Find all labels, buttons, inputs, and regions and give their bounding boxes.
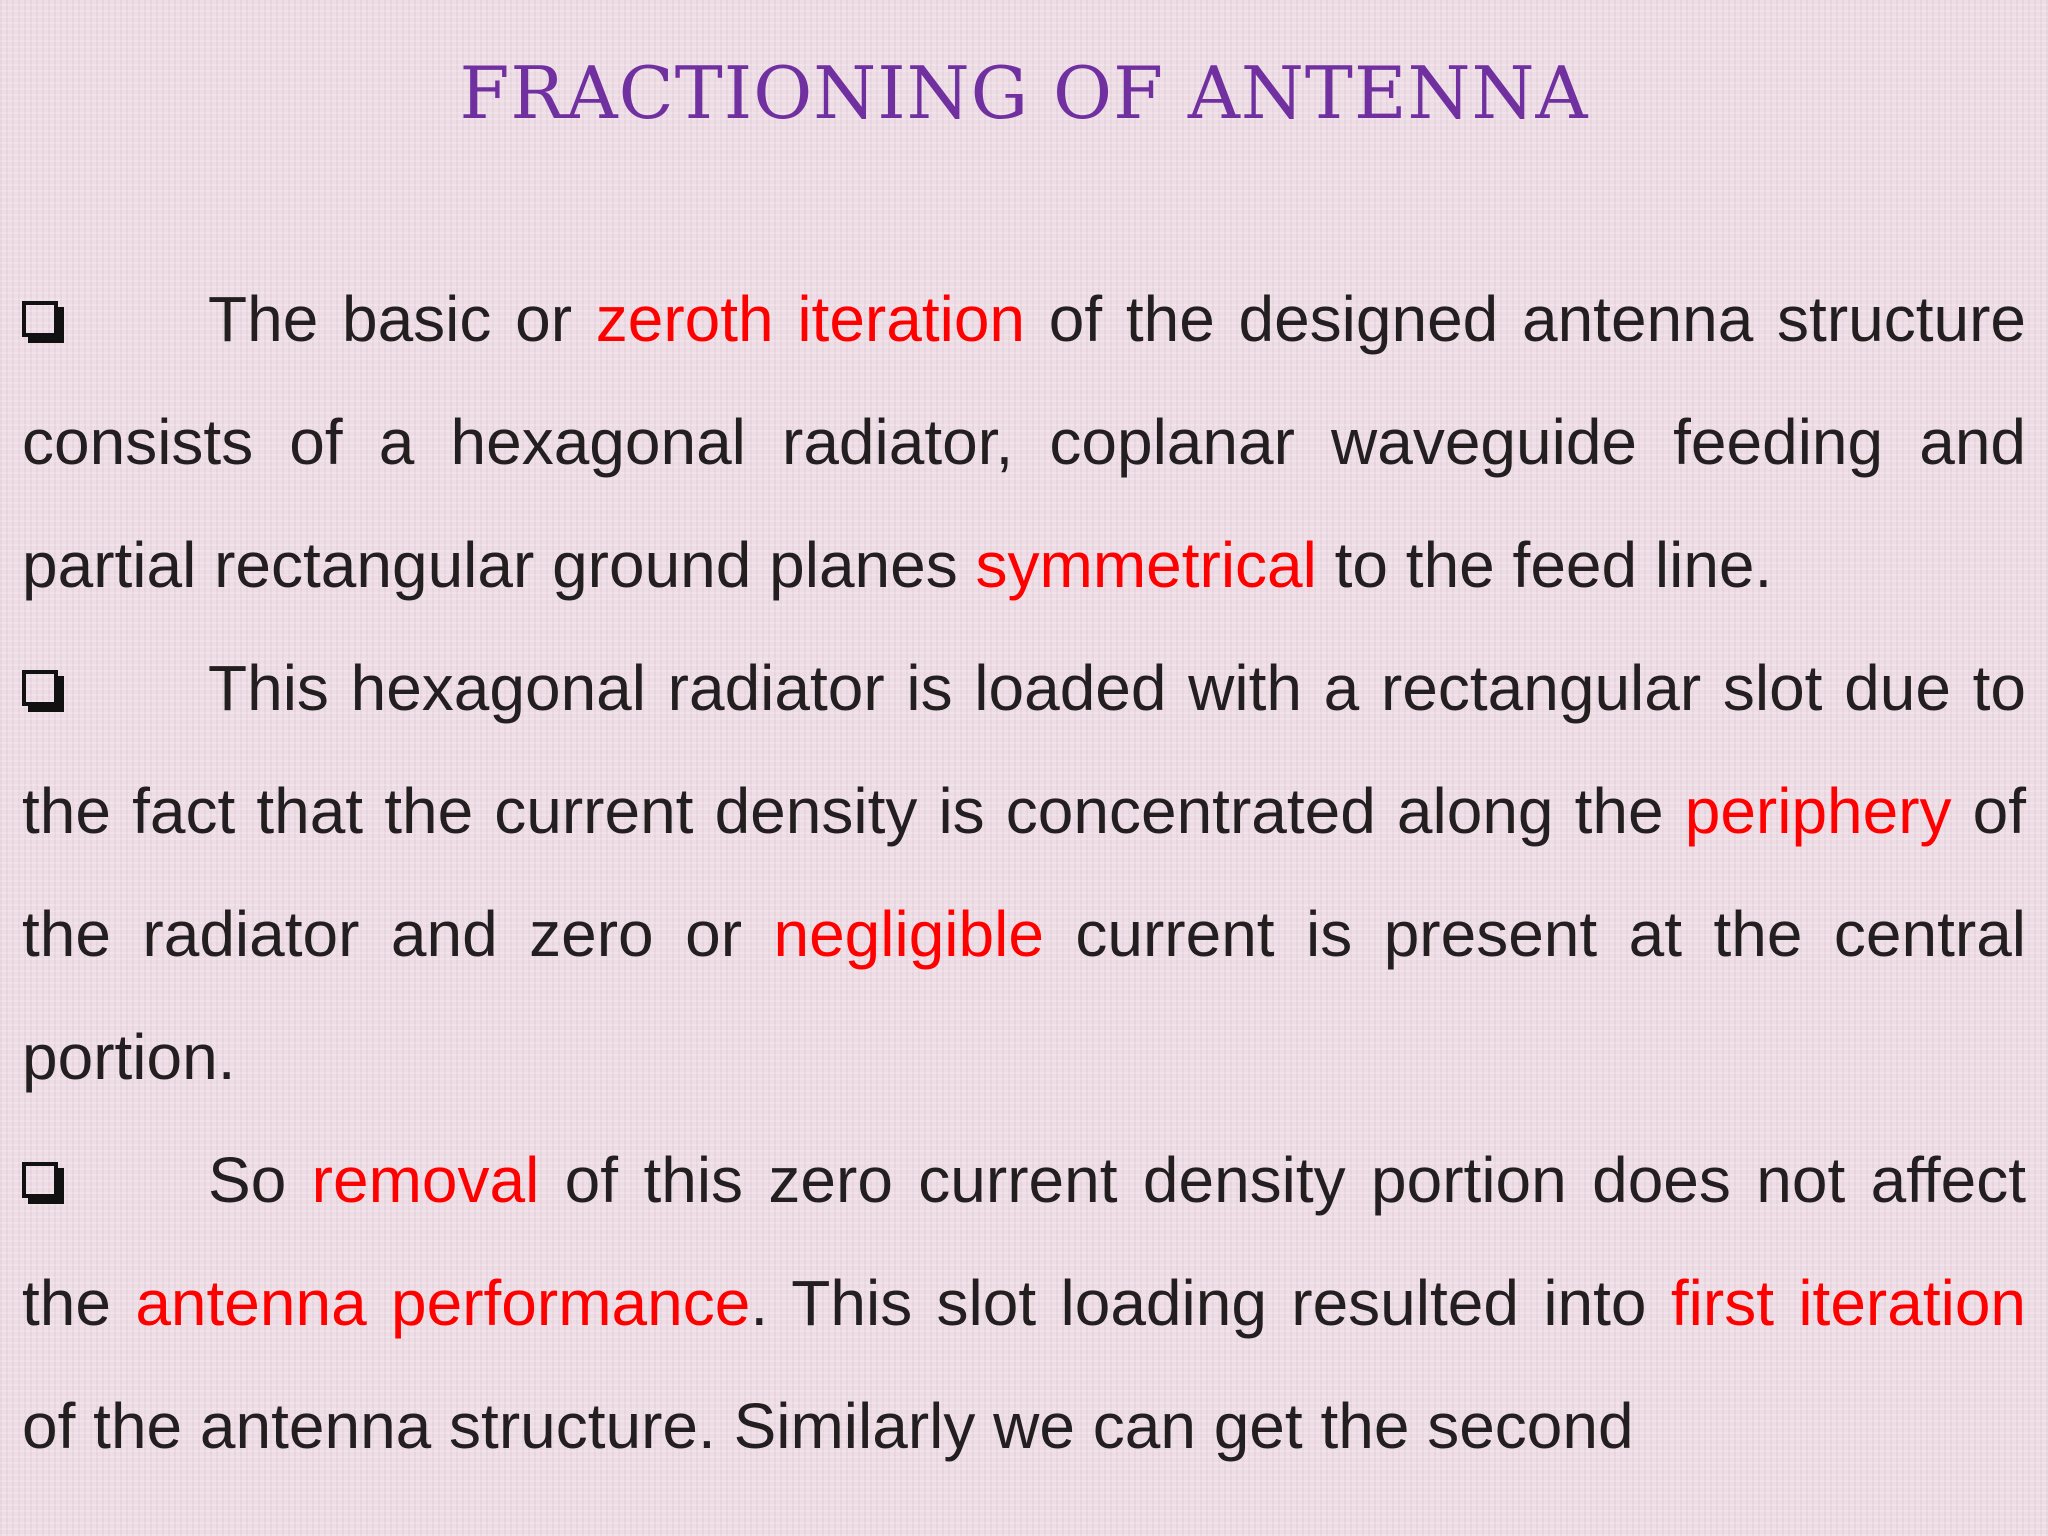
text-segment: This hexagonal radiator is loaded with a rectangular slot due to the fact that the current density is concentrated along the [22, 652, 2026, 847]
highlighted-term: negligible [773, 898, 1044, 970]
bullet-paragraph-2 [22, 627, 2026, 1119]
slide-title: FRACTIONING OF ANTENNA [459, 51, 1589, 135]
hollow-square-bullet-icon [22, 301, 58, 337]
text-segment: So [208, 1144, 312, 1216]
text-segment: of this zero current density portion does not affect the [22, 1144, 2027, 1339]
bullet-paragraph-1 [22, 258, 2026, 627]
text-segment: of the radiator and zero or [22, 775, 2027, 970]
hollow-square-bullet-icon [22, 1162, 58, 1198]
highlighted-term: first iteration [1670, 1267, 2027, 1339]
highlighted-term: zeroth iteration [595, 283, 1026, 355]
highlighted-term: symmetrical [975, 529, 1317, 601]
bullet-paragraph-3 [22, 1119, 2026, 1488]
text-segment: current is present at the central portion. [22, 898, 2027, 1093]
text-segment: to the feed line. [1316, 529, 1773, 601]
text-segment: of the antenna structure. Similarly we can get the second [22, 1390, 1634, 1462]
hollow-square-bullet-icon [22, 670, 58, 706]
highlighted-term: removal [311, 1144, 540, 1216]
highlighted-term: periphery [1684, 775, 1952, 847]
text-segment: The basic or [208, 283, 596, 355]
highlighted-term: antenna performance [135, 1267, 751, 1339]
slide-body [22, 258, 2026, 1488]
text-segment: . This slot loading resulted into [750, 1267, 1671, 1339]
text-segment: of the designed antenna structure consists of a hexagonal radiator, coplanar waveguide feeding and partial rectangular ground planes [22, 283, 2027, 601]
